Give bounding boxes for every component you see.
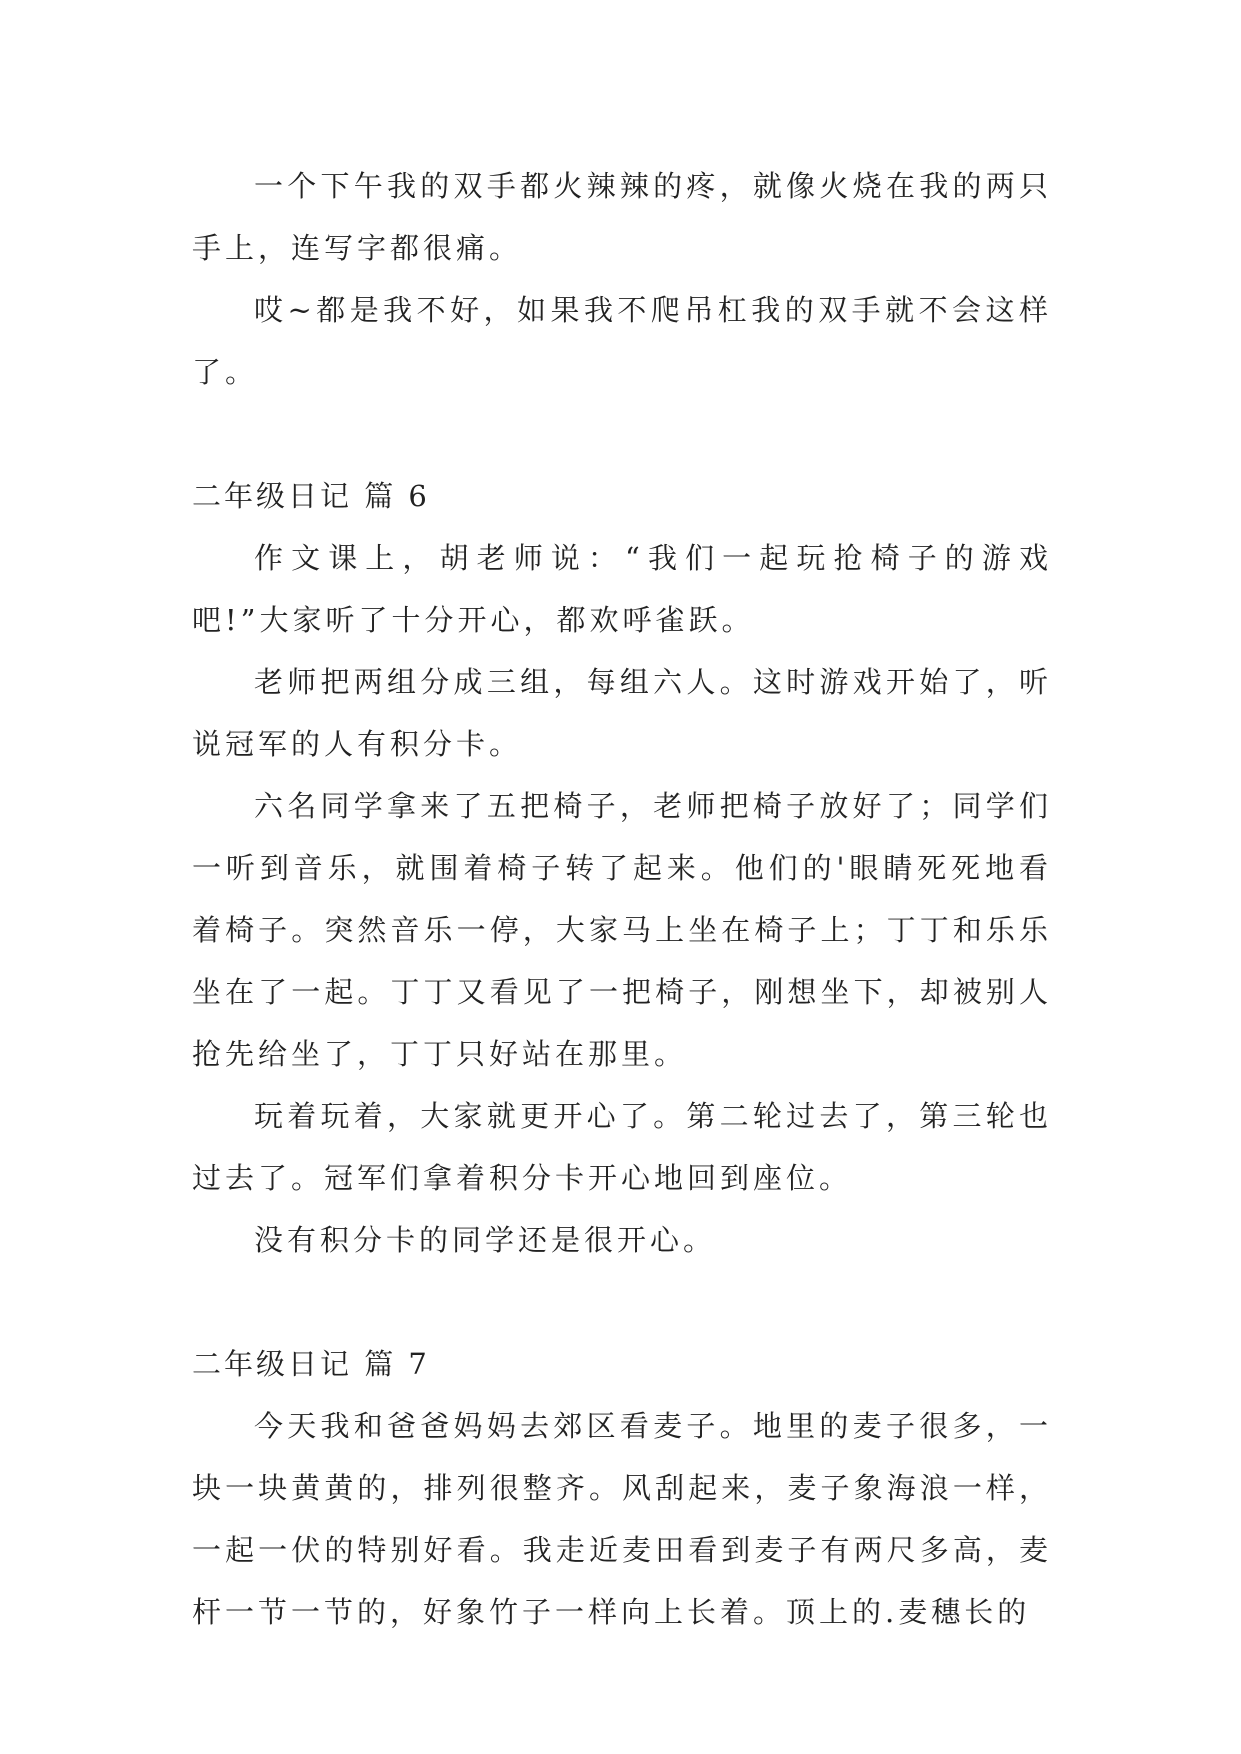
paragraph: 没有积分卡的同学还是很开心。 xyxy=(254,1223,717,1257)
document-body xyxy=(192,155,1052,1643)
paragraph: 玩着玩着，大家就更开心了。第二轮过去了，第三轮也过去了。冠军们拿着积分卡开心地回到座位。 xyxy=(192,1099,1052,1195)
section-gap xyxy=(192,1271,1052,1333)
paragraph: 老师把两组分成三组，每组六人。这时游戏开始了，听说冠军的人有积分卡。 xyxy=(192,665,1052,761)
paragraph: 哎~都是我不好，如果我不爬吊杠我的双手就不会这样了。 xyxy=(192,293,1052,389)
paragraph: 六名同学拿来了五把椅子，老师把椅子放好了；同学们一听到音乐，就围着椅子转了起来。他们的'眼睛死死地看着椅子。突然音乐一停，大家马上坐在椅子上；丁丁和乐乐坐在了一起。丁丁又看见了一把椅子，刚想坐下，却被别人抢先给坐了，丁丁只好站在那里。 xyxy=(192,789,1052,1071)
paragraph: 今天我和爸爸妈妈去郊区看麦子。地里的麦子很多，一块一块黄黄的，排列很整齐。风刮起来，麦子象海浪一样，一起一伏的特别好看。我走近麦田看到麦子有两尺多高，麦杆一节一节的，好象竹子一样向上长着。顶上的.麦穗长的 xyxy=(192,1409,1052,1629)
paragraph: 一个下午我的双手都火辣辣的疼，就像火烧在我的两只手上，连写字都很痛。 xyxy=(192,169,1052,265)
section-heading: 二年级日记 篇 6 xyxy=(192,479,430,513)
paragraph: 作文课上，胡老师说：“我们一起玩抢椅子的游戏吧!”大家听了十分开心，都欢呼雀跃。 xyxy=(192,541,1052,637)
section-heading: 二年级日记 篇 7 xyxy=(192,1347,430,1381)
section-gap xyxy=(192,403,1052,465)
